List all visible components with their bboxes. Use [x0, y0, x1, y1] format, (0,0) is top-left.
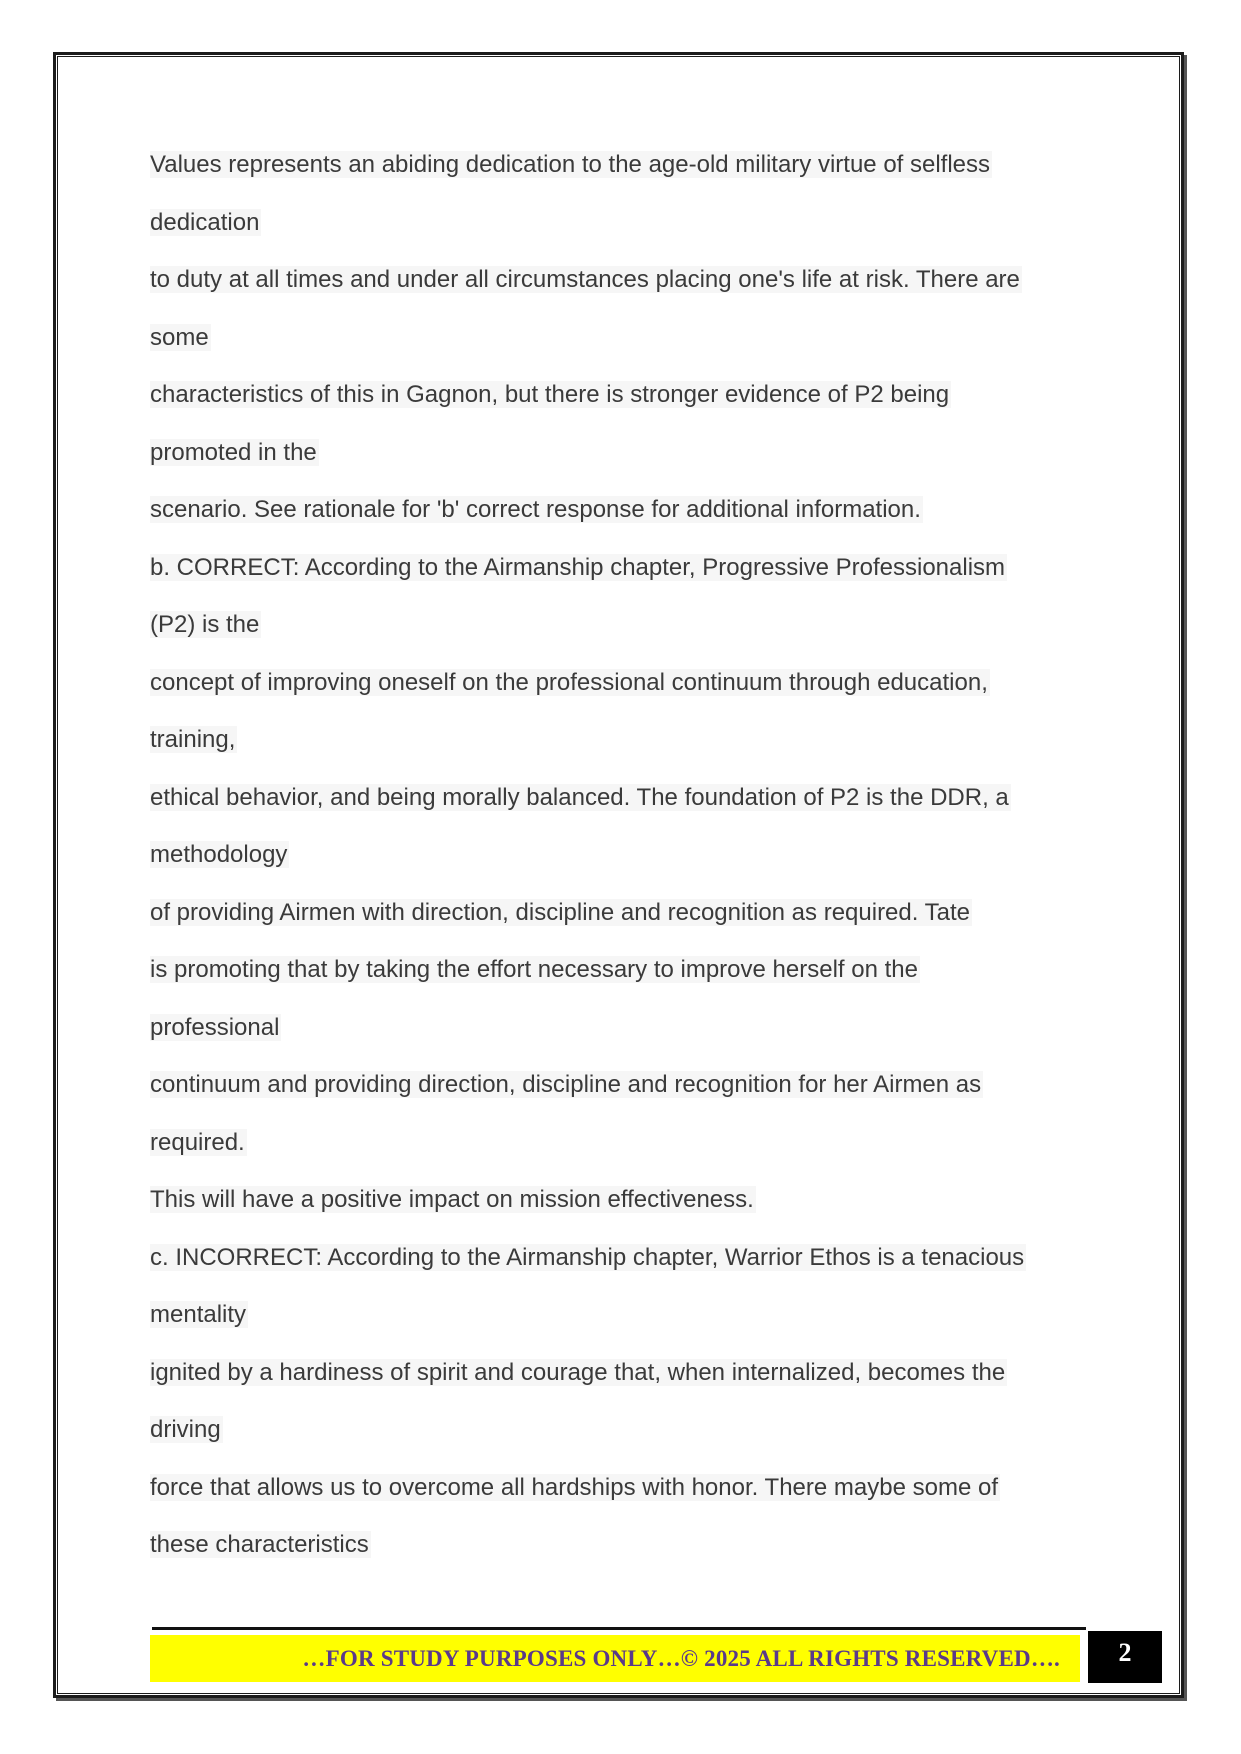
text-line: This will have a positive impact on mission effectiveness.: [150, 1186, 754, 1213]
text-line: characteristics of this in Gagnon, but there is stronger evidence of P2 being: [150, 381, 950, 408]
text-line: some: [150, 323, 209, 351]
text-line: concept of improving oneself on the professional continuum through education,: [150, 668, 988, 696]
text-line: methodology: [150, 841, 288, 868]
text-line: driving: [150, 1416, 221, 1443]
text-line: (P2) is the: [150, 611, 260, 638]
document-body: [150, 142, 1090, 1580]
text-line: scenario. See rationale for 'b' correct response for additional information.: [150, 496, 921, 523]
page-number: 2: [1088, 1631, 1162, 1683]
footer-copyright-text: …FOR STUDY PURPOSES ONLY…© 2025 ALL RIGHTS RESERVED….: [302, 1646, 1060, 1671]
text-line: c. INCORRECT: According to the Airmanship chapter, Warrior Ethos is a tenacious: [150, 1243, 1025, 1271]
text-line: of providing Airmen with direction, discipline and recognition as required. Tate: [150, 898, 971, 926]
text-line: b. CORRECT: According to the Airmanship chapter, Progressive Professionalism: [150, 553, 1006, 581]
text-line: dedication: [150, 208, 260, 236]
text-line: required.: [150, 1128, 245, 1156]
text-line: ethical behavior, and being morally balanced. The foundation of P2 is the DDR, a: [150, 783, 1009, 811]
text-line: is promoting that by taking the effort necessary to improve herself on the: [150, 956, 918, 983]
text-line: Values represents an abiding dedication to the age-old military virtue of selfless: [150, 151, 991, 178]
text-line: promoted in the: [150, 438, 317, 466]
text-line: these characteristics: [150, 1531, 369, 1558]
text-line: professional: [150, 1013, 280, 1041]
text-line: mentality: [150, 1301, 247, 1328]
text-line: force that allows us to overcome all hardships with honor. There maybe some of: [150, 1473, 998, 1501]
text-line: to duty at all times and under all circumstances placing one's life at risk. There are: [150, 266, 1020, 293]
text-line: training,: [150, 726, 236, 753]
text-line: continuum and providing direction, discipline and recognition for her Airmen as: [150, 1071, 982, 1098]
footer-divider: [152, 1627, 1086, 1630]
text-line: ignited by a hardiness of spirit and courage that, when internalized, becomes the: [150, 1358, 1006, 1386]
